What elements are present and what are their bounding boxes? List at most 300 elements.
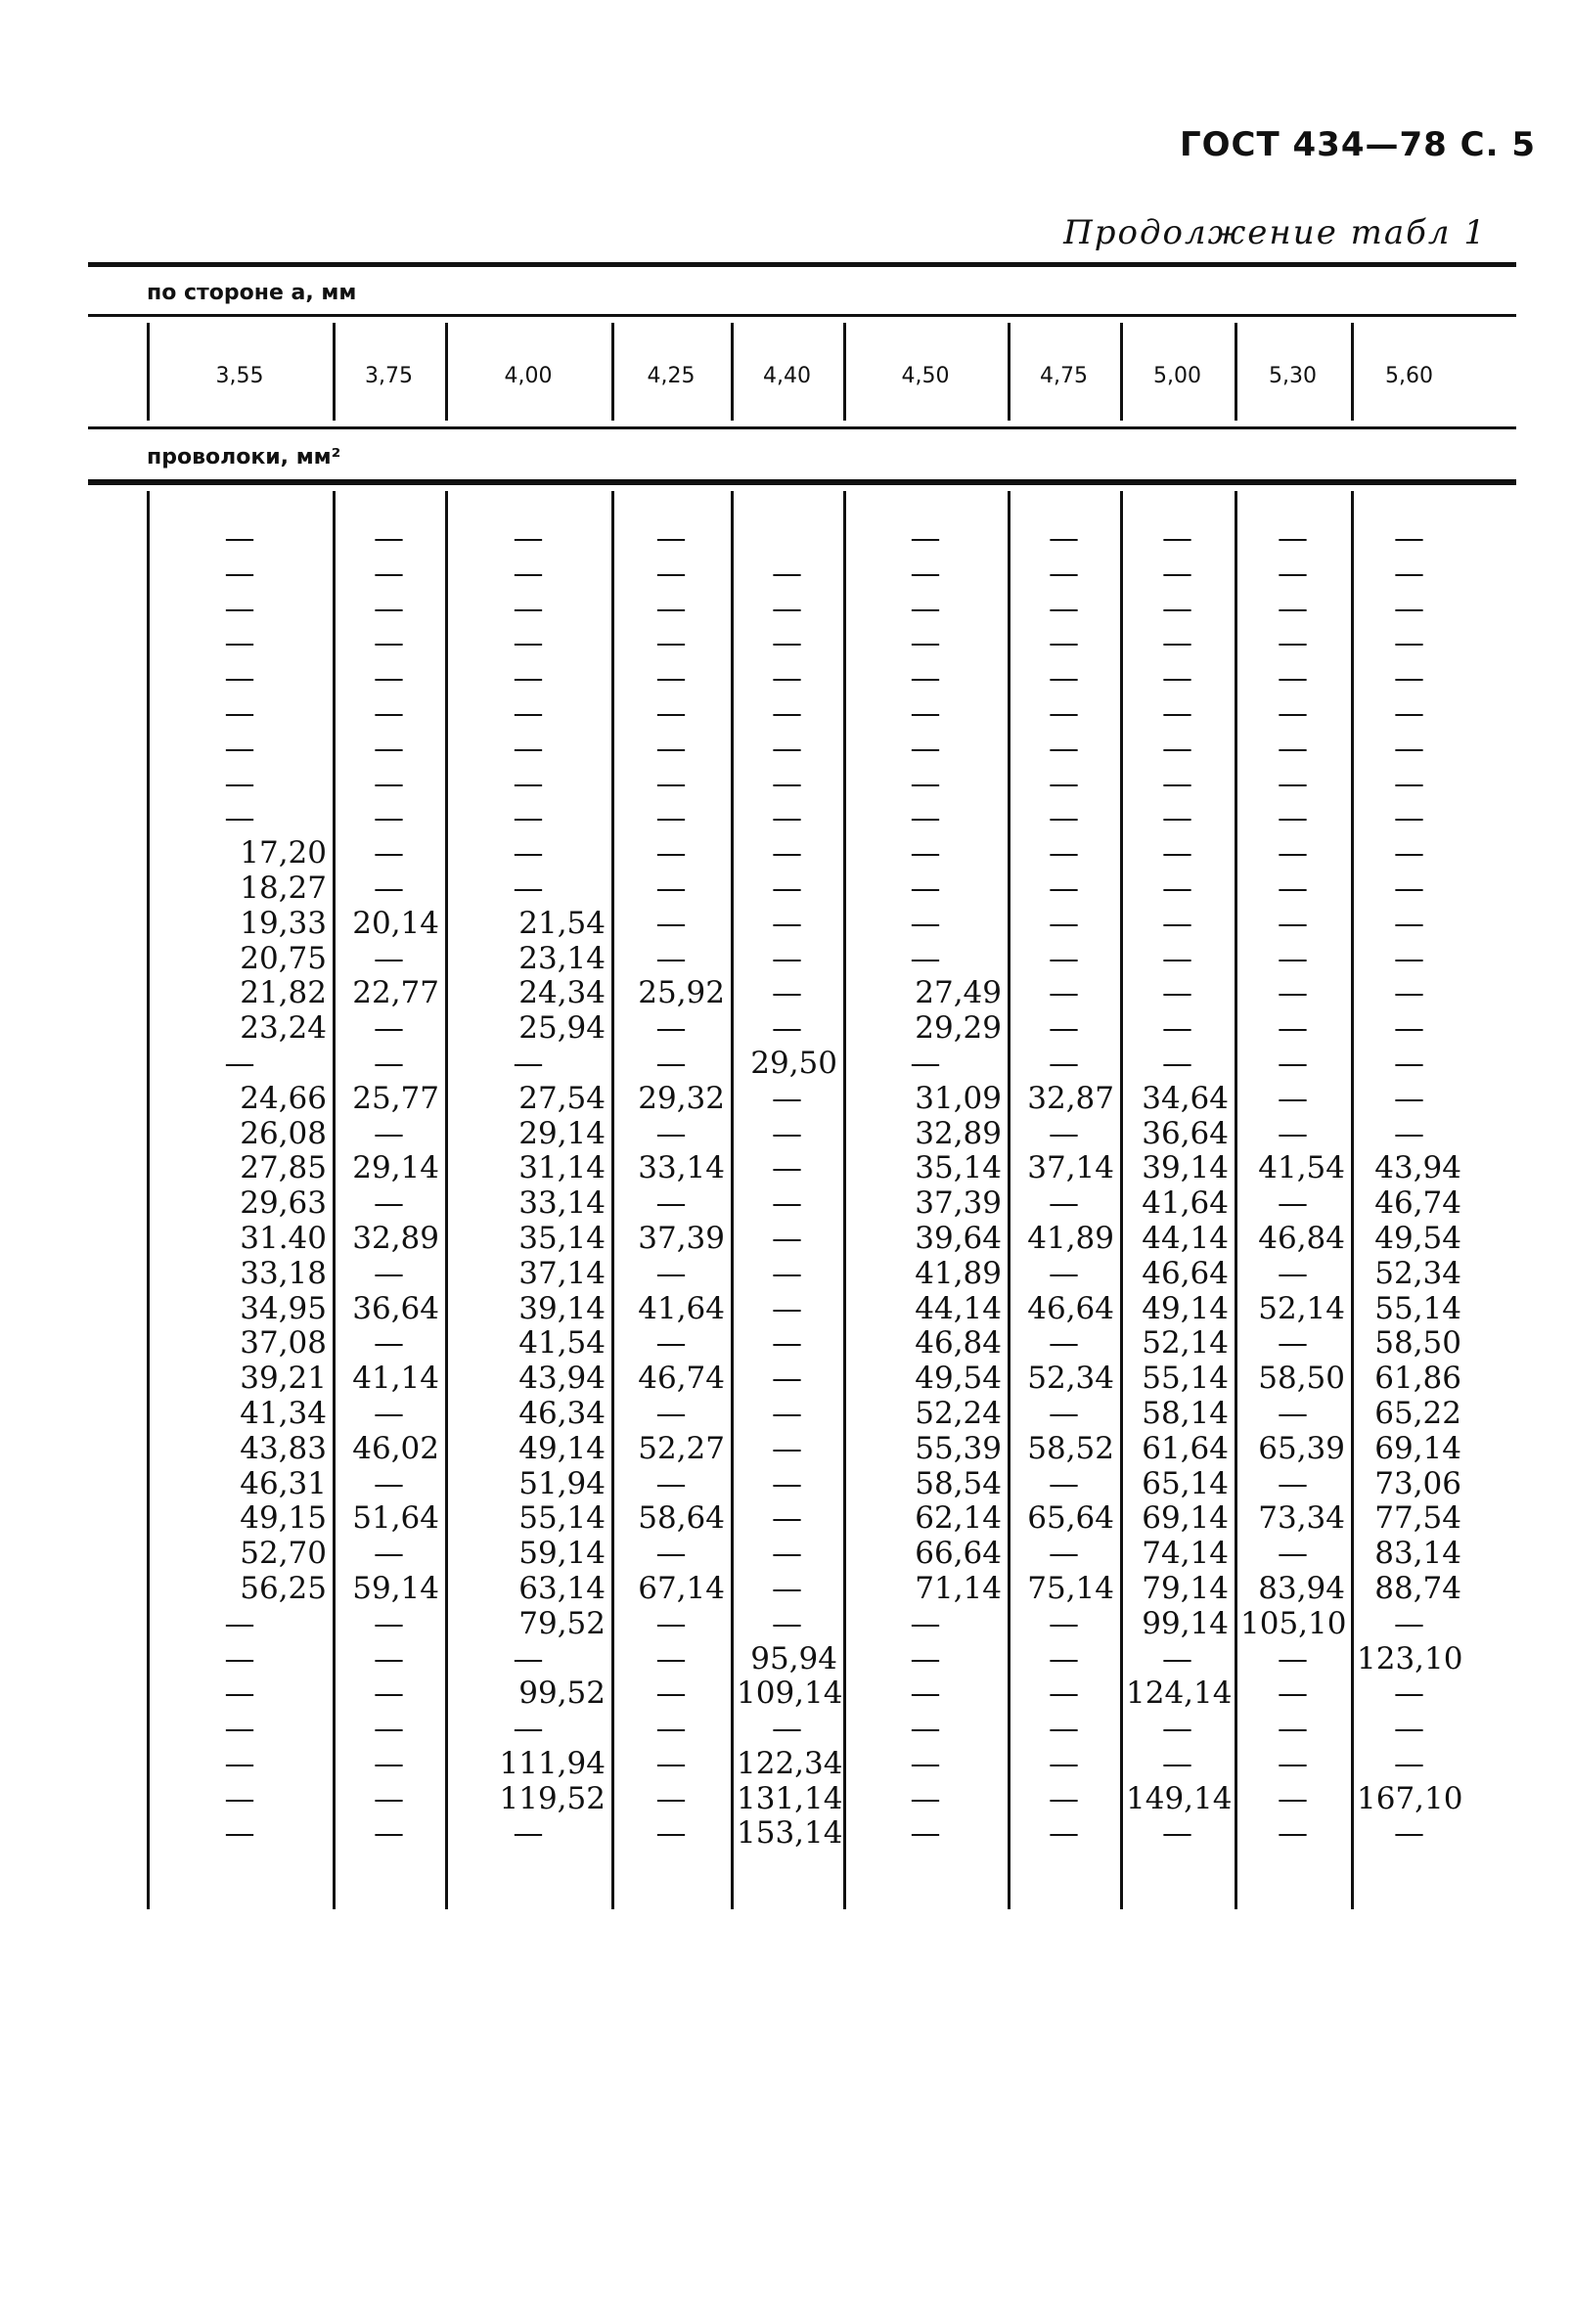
- table-cell: 83,14: [1374, 1536, 1461, 1572]
- table-cell: —: [513, 800, 544, 836]
- table-cell: 19,33: [240, 905, 327, 941]
- table-cell: —: [374, 800, 404, 836]
- table-cell: —: [1394, 1676, 1424, 1712]
- table-cell: —: [374, 555, 404, 591]
- table-cell: —: [772, 1080, 802, 1116]
- table-cell: 41,54: [1258, 1150, 1345, 1186]
- table-cell: —: [772, 1220, 802, 1256]
- table-cell: 105,10: [1240, 1605, 1347, 1641]
- table-cell: 49,14: [1142, 1290, 1229, 1326]
- table-cell: —: [1394, 1115, 1424, 1151]
- table-cell: —: [772, 1395, 802, 1431]
- table-cell: —: [1278, 1185, 1308, 1222]
- table-cell: 67,14: [638, 1570, 725, 1606]
- table-cell: 37,39: [638, 1220, 725, 1256]
- table-cell: —: [655, 555, 687, 591]
- table-cell: —: [1162, 1010, 1192, 1047]
- table-cell: 20,75: [240, 940, 327, 976]
- table-cell: 37,08: [240, 1325, 327, 1362]
- table-cell: —: [374, 765, 404, 801]
- table-cell: 39,14: [518, 1290, 606, 1326]
- table-cell: 43,83: [240, 1430, 327, 1466]
- table-column: [451, 521, 606, 1852]
- table-cell: —: [1049, 730, 1079, 766]
- table-cell: —: [1278, 1255, 1308, 1291]
- table-cell: —: [1394, 1010, 1424, 1047]
- table-cell: —: [1278, 835, 1308, 872]
- table-cell: —: [1278, 1115, 1308, 1151]
- table-cell: —: [513, 590, 544, 626]
- table-cell: 41,54: [518, 1325, 606, 1362]
- table-cell: —: [1394, 835, 1424, 872]
- table-cell: —: [1162, 730, 1192, 766]
- header-column-separator: [445, 323, 448, 421]
- table-cell: —: [910, 1605, 941, 1641]
- table-cell: 66,64: [915, 1536, 1002, 1572]
- table-cell: —: [1049, 1465, 1079, 1501]
- table-cell: 41,64: [1142, 1185, 1229, 1222]
- table-cell: —: [1394, 1605, 1424, 1641]
- table-cell: —: [374, 1780, 404, 1816]
- table-cell: —: [655, 1536, 687, 1572]
- header-column-separator: [1235, 323, 1237, 421]
- table-cell: 29,14: [518, 1115, 606, 1151]
- table-cell: 58,64: [638, 1500, 725, 1537]
- table-cell: —: [1162, 520, 1192, 556]
- table-cell: 37,14: [518, 1255, 606, 1291]
- table-cell: 59,14: [352, 1570, 439, 1606]
- table-cell: 56,25: [240, 1570, 327, 1606]
- table-cell: 58,14: [1142, 1395, 1229, 1431]
- table-cell: 24,66: [240, 1080, 327, 1116]
- table-cell: 52,27: [638, 1430, 725, 1466]
- table-cell: —: [1278, 1536, 1308, 1572]
- table-column: [737, 521, 843, 1852]
- table-cell: —: [1162, 870, 1192, 906]
- table-cell: —: [772, 975, 802, 1011]
- table-cell: —: [374, 1010, 404, 1047]
- table-cell: —: [1049, 555, 1079, 591]
- table-cell: —: [374, 1325, 404, 1362]
- table-cell: —: [910, 1815, 941, 1852]
- table-cell: —: [655, 940, 687, 976]
- header-column-separator: [1120, 323, 1123, 421]
- table-cell: 122,34: [737, 1745, 843, 1781]
- table-cell: —: [374, 1676, 404, 1712]
- table-cell: —: [374, 625, 404, 661]
- table-cell: —: [1049, 905, 1079, 941]
- table-cell: 61,86: [1374, 1361, 1461, 1397]
- table-cell: —: [224, 1640, 255, 1676]
- table-top-rule: [88, 262, 1516, 267]
- table-cell: —: [1049, 765, 1079, 801]
- table-cell: 29,32: [638, 1080, 725, 1116]
- table-cell: —: [772, 1290, 802, 1326]
- table-cell: —: [513, 1045, 544, 1081]
- table-cell: —: [1394, 625, 1424, 661]
- table-cell: 83,94: [1258, 1570, 1345, 1606]
- table-cell: —: [1278, 730, 1308, 766]
- table-cell: 99,52: [518, 1676, 606, 1712]
- table-cell: 27,54: [518, 1080, 606, 1116]
- table-cell: —: [655, 765, 687, 801]
- table-cell: 62,14: [915, 1500, 1002, 1537]
- table-cell: 29,63: [240, 1185, 327, 1222]
- table-cell: 49,54: [915, 1361, 1002, 1397]
- table-cell: —: [772, 1570, 802, 1606]
- table-cell: 79,14: [1142, 1570, 1229, 1606]
- table-cell: —: [772, 1010, 802, 1047]
- table-cell: —: [772, 1115, 802, 1151]
- table-column: [1240, 521, 1345, 1852]
- table-cell: —: [1162, 694, 1192, 731]
- table-cell: —: [1049, 940, 1079, 976]
- table-cell: 41,64: [638, 1290, 725, 1326]
- table-cell: —: [1049, 1711, 1079, 1747]
- table-cell: 111,94: [499, 1745, 606, 1781]
- table-cell: —: [772, 1711, 802, 1747]
- table-cell: 29,50: [750, 1045, 837, 1081]
- table-cell: 22,77: [352, 975, 439, 1011]
- table-cell: 52,70: [240, 1536, 327, 1572]
- body-column-separator: [731, 491, 734, 1909]
- table-cell: —: [374, 1536, 404, 1572]
- table-cell: —: [374, 1255, 404, 1291]
- table-cell: 21,82: [240, 975, 327, 1011]
- table-cell: 73,06: [1374, 1465, 1461, 1501]
- header-column-separator: [731, 323, 734, 421]
- table-cell: —: [513, 765, 544, 801]
- table-cell: 49,15: [240, 1500, 327, 1537]
- table-cell: 63,14: [518, 1570, 606, 1606]
- table-cell: —: [1278, 1780, 1308, 1816]
- table-cell: —: [1049, 1045, 1079, 1081]
- table-cell: —: [655, 1395, 687, 1431]
- table-cell: 49,54: [1374, 1220, 1461, 1256]
- table-cell: 39,14: [1142, 1150, 1229, 1186]
- table-cell: 44,14: [915, 1290, 1002, 1326]
- table-cell: [737, 521, 837, 557]
- table-cell: 33,18: [240, 1255, 327, 1291]
- table-cell: —: [910, 555, 941, 591]
- table-cell: —: [374, 1115, 404, 1151]
- table-cell: —: [772, 1185, 802, 1222]
- table-cell: —: [910, 835, 941, 872]
- table-cell: —: [1162, 1745, 1192, 1781]
- table-cell: 58,52: [1027, 1430, 1114, 1466]
- table-cell: —: [513, 555, 544, 591]
- table-cell: —: [513, 694, 544, 731]
- table-cell: 99,14: [1142, 1605, 1229, 1641]
- table-cell: —: [1049, 800, 1079, 836]
- table-cell: 31.40: [240, 1220, 327, 1256]
- table-cell: —: [1049, 975, 1079, 1011]
- table-column: [1357, 521, 1461, 1852]
- table-cell: —: [374, 940, 404, 976]
- table-cell: —: [224, 1815, 255, 1852]
- table-cell: 31,09: [915, 1080, 1002, 1116]
- table-column: [153, 521, 327, 1852]
- table-cell: 29,14: [352, 1150, 439, 1186]
- table-cell: —: [655, 1676, 687, 1712]
- body-column-separator: [1351, 491, 1354, 1909]
- column-header: 3,75: [365, 364, 413, 388]
- table-cell: —: [655, 1255, 687, 1291]
- body-column-separator: [611, 491, 614, 1909]
- table-cell: 61,64: [1142, 1430, 1229, 1466]
- table-cell: —: [513, 1711, 544, 1747]
- table-cell: —: [1049, 1640, 1079, 1676]
- table-cell: —: [1394, 765, 1424, 801]
- table-cell: 29,29: [915, 1010, 1002, 1047]
- table-cell: —: [1162, 1045, 1192, 1081]
- table-cell: —: [655, 1711, 687, 1747]
- table-cell: 88,74: [1374, 1570, 1461, 1606]
- header-column-separator: [611, 323, 614, 421]
- table-cell: —: [224, 694, 255, 731]
- table-cell: —: [1049, 1325, 1079, 1362]
- table-cell: 27,85: [240, 1150, 327, 1186]
- table-cell: 95,94: [750, 1640, 837, 1676]
- table-cell: —: [374, 520, 404, 556]
- table-cell: —: [655, 660, 687, 696]
- table-cell: 25,94: [518, 1010, 606, 1047]
- table-cell: —: [374, 1815, 404, 1852]
- table-cell: —: [1162, 590, 1192, 626]
- table-cell: 34,95: [240, 1290, 327, 1326]
- table-cell: 23,24: [240, 1010, 327, 1047]
- header-column-separator: [333, 323, 336, 421]
- table-cell: —: [1162, 905, 1192, 941]
- table-cell: 55,14: [1374, 1290, 1461, 1326]
- table-cell: —: [1278, 1711, 1308, 1747]
- body-column-separator: [843, 491, 846, 1909]
- table-cell: 41,34: [240, 1395, 327, 1431]
- table-cell: —: [1049, 1255, 1079, 1291]
- table-cell: —: [655, 1640, 687, 1676]
- header-middle-rule: [88, 426, 1516, 429]
- table-cell: —: [513, 835, 544, 872]
- table-cell: 33,14: [518, 1185, 606, 1222]
- table-cell: —: [1394, 590, 1424, 626]
- table-cell: —: [772, 694, 802, 731]
- table-cell: —: [655, 1115, 687, 1151]
- table-cell: 46,64: [1142, 1255, 1229, 1291]
- table-cell: 65,39: [1258, 1430, 1345, 1466]
- table-column: [617, 521, 725, 1852]
- table-cell: 65,64: [1027, 1500, 1114, 1537]
- table-cell: 21,54: [518, 905, 606, 941]
- table-cell: —: [224, 1676, 255, 1712]
- header-column-separator: [843, 323, 846, 421]
- table-cell: 26,08: [240, 1115, 327, 1151]
- table-cell: —: [910, 1640, 941, 1676]
- table-cell: 77,54: [1374, 1500, 1461, 1537]
- table-cell: —: [1049, 870, 1079, 906]
- table-column: [338, 521, 439, 1852]
- table-cell: 55,14: [1142, 1361, 1229, 1397]
- table-cell: —: [772, 730, 802, 766]
- table-cell: —: [1394, 1080, 1424, 1116]
- table-cell: —: [1394, 730, 1424, 766]
- table-cell: —: [1162, 975, 1192, 1011]
- table-cell: 109,14: [737, 1676, 843, 1712]
- table-cell: 71,14: [915, 1570, 1002, 1606]
- body-column-separator: [1008, 491, 1011, 1909]
- table-cell: —: [513, 625, 544, 661]
- table-cell: —: [655, 1045, 687, 1081]
- table-cell: —: [772, 1430, 802, 1466]
- table-cell: —: [772, 1361, 802, 1397]
- table-cell: 36,64: [352, 1290, 439, 1326]
- table-cell: —: [655, 835, 687, 872]
- table-cell: —: [1278, 765, 1308, 801]
- table-cell: —: [1394, 870, 1424, 906]
- table-cell: —: [1394, 1045, 1424, 1081]
- table-cell: —: [772, 660, 802, 696]
- table-cell: —: [1394, 660, 1424, 696]
- table-cell: 39,64: [915, 1220, 1002, 1256]
- table-cell: —: [1278, 590, 1308, 626]
- column-header: 4,25: [647, 364, 696, 388]
- table-cell: —: [772, 1605, 802, 1641]
- table-cell: —: [655, 1605, 687, 1641]
- table-cell: —: [1162, 1815, 1192, 1852]
- table-cell: —: [1278, 1745, 1308, 1781]
- table-cell: —: [224, 555, 255, 591]
- table-cell: —: [772, 590, 802, 626]
- table-cell: —: [374, 1711, 404, 1747]
- table-cell: 55,39: [915, 1430, 1002, 1466]
- table-cell: —: [1394, 905, 1424, 941]
- table-cell: 59,14: [518, 1536, 606, 1572]
- table-cell: —: [1162, 940, 1192, 976]
- table-cell: —: [224, 1045, 255, 1081]
- column-header: 5,60: [1385, 364, 1433, 388]
- table-cell: —: [1049, 625, 1079, 661]
- table-cell: —: [772, 800, 802, 836]
- table-cell: —: [374, 1395, 404, 1431]
- table-cell: —: [1394, 1711, 1424, 1747]
- table-cell: —: [224, 730, 255, 766]
- table-cell: —: [1162, 1640, 1192, 1676]
- table-cell: 41,14: [352, 1361, 439, 1397]
- table-cell: 123,10: [1357, 1640, 1463, 1676]
- header-column-separator: [147, 323, 150, 421]
- table-cell: —: [655, 1185, 687, 1222]
- table-cell: —: [1162, 800, 1192, 836]
- table-cell: —: [513, 660, 544, 696]
- table-cell: —: [910, 905, 941, 941]
- table-cell: —: [374, 870, 404, 906]
- table-cell: 35,14: [915, 1150, 1002, 1186]
- table-cell: —: [1394, 940, 1424, 976]
- table-cell: 34,64: [1142, 1080, 1229, 1116]
- table-cell: 69,14: [1142, 1500, 1229, 1537]
- table-cell: 44,14: [1142, 1220, 1229, 1256]
- table-cell: —: [772, 1500, 802, 1537]
- table-continuation-label: Продолжение табл 1: [1063, 213, 1487, 252]
- table-cell: 32,89: [352, 1220, 439, 1256]
- table-cell: —: [513, 1815, 544, 1852]
- table-cell: —: [1049, 1010, 1079, 1047]
- table-cell: 37,14: [1027, 1150, 1114, 1186]
- table-cell: —: [224, 1605, 255, 1641]
- table-cell: —: [224, 765, 255, 801]
- table-cell: —: [1394, 975, 1424, 1011]
- table-cell: 18,27: [240, 870, 327, 906]
- table-cell: —: [655, 730, 687, 766]
- column-header: 4,00: [504, 364, 553, 388]
- table-cell: —: [655, 694, 687, 731]
- table-cell: —: [374, 694, 404, 731]
- table-cell: —: [772, 555, 802, 591]
- table-cell: —: [1162, 555, 1192, 591]
- page-header: ГОСТ 434—78 С. 5: [1179, 125, 1536, 164]
- table-cell: 32,89: [915, 1115, 1002, 1151]
- table-cell: —: [1162, 660, 1192, 696]
- table-cell: 58,50: [1374, 1325, 1461, 1362]
- table-cell: 52,34: [1374, 1255, 1461, 1291]
- table-cell: —: [1278, 905, 1308, 941]
- table-cell: —: [1278, 800, 1308, 836]
- table-cell: —: [655, 520, 687, 556]
- table-cell: —: [1049, 835, 1079, 872]
- body-column-separator: [333, 491, 336, 1909]
- table-cell: 65,22: [1374, 1395, 1461, 1431]
- table-cell: 46,02: [352, 1430, 439, 1466]
- table-cell: —: [1278, 1815, 1308, 1852]
- table-cell: 52,34: [1027, 1361, 1114, 1397]
- table-cell: 37,39: [915, 1185, 1002, 1222]
- table-cell: —: [1049, 1605, 1079, 1641]
- header-divider-rule: [88, 314, 1516, 317]
- body-column-separator: [147, 491, 150, 1909]
- table-cell: —: [910, 1676, 941, 1712]
- table-cell: 41,89: [915, 1255, 1002, 1291]
- table-cell: —: [1278, 1395, 1308, 1431]
- table-cell: —: [1278, 1465, 1308, 1501]
- table-cell: 20,14: [352, 905, 439, 941]
- table-cell: —: [1394, 694, 1424, 731]
- table-cell: —: [1394, 1815, 1424, 1852]
- table-cell: —: [224, 1745, 255, 1781]
- table-cell: —: [1049, 1745, 1079, 1781]
- table-cell: —: [910, 625, 941, 661]
- table-cell: —: [655, 1815, 687, 1852]
- header-bottom-rule: [88, 479, 1516, 485]
- table-cell: —: [910, 590, 941, 626]
- table-cell: —: [1049, 1185, 1079, 1222]
- table-cell: —: [1394, 800, 1424, 836]
- table-cell: 46,34: [518, 1395, 606, 1431]
- table-cell: —: [1162, 765, 1192, 801]
- table-cell: —: [1278, 1010, 1308, 1047]
- table-cell: —: [374, 1605, 404, 1641]
- table-cell: —: [1049, 1115, 1079, 1151]
- table-cell: 51,94: [518, 1465, 606, 1501]
- table-cell: —: [1049, 1395, 1079, 1431]
- table-cell: 33,14: [638, 1150, 725, 1186]
- table-cell: —: [224, 1711, 255, 1747]
- table-cell: 51,64: [352, 1500, 439, 1537]
- table-cell: 41,89: [1027, 1220, 1114, 1256]
- table-cell: 46,74: [1374, 1185, 1461, 1222]
- table-cell: —: [772, 1255, 802, 1291]
- table-cell: 46,74: [638, 1361, 725, 1397]
- table-cell: —: [1278, 660, 1308, 696]
- table-cell: 79,52: [518, 1605, 606, 1641]
